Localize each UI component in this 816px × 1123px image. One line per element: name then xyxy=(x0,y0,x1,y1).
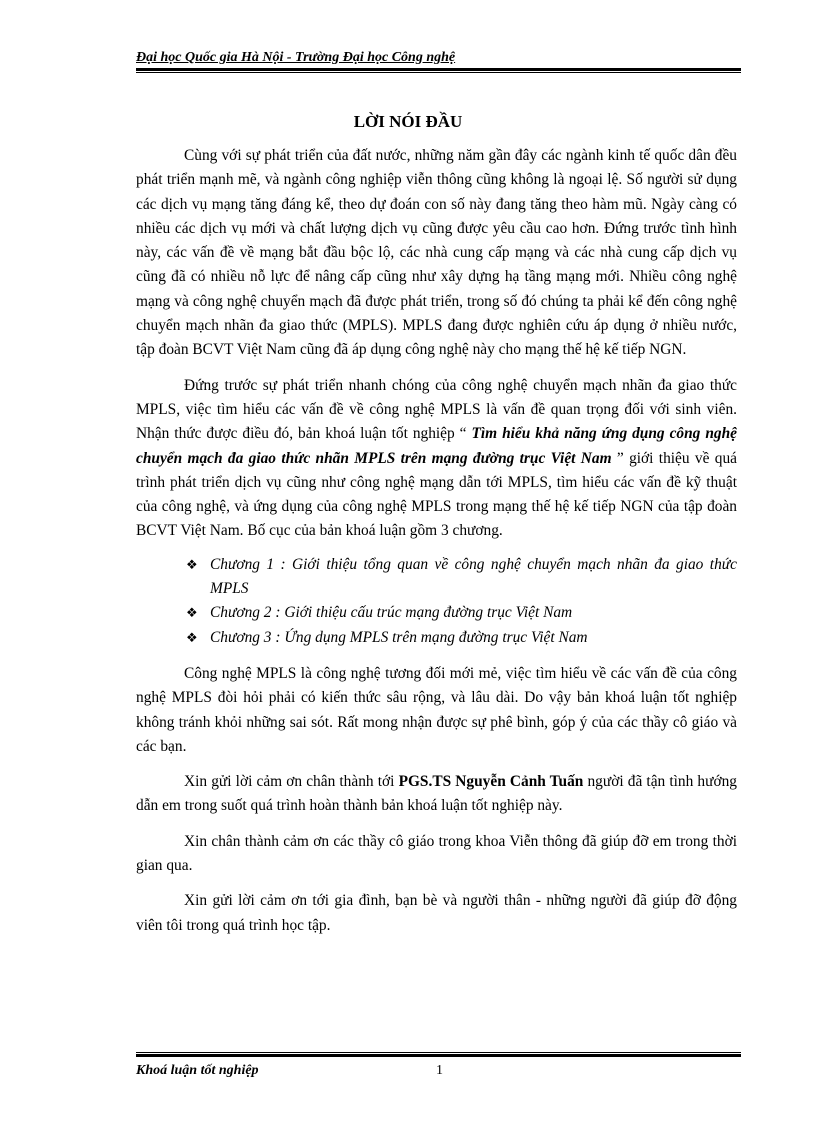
header-rule xyxy=(136,68,741,73)
thanks-advisor-end: người đã tận tình hướng dẫn em trong suốt quá trình hoàn thành bản khoá luận tốt nghiệp này. xyxy=(136,773,737,815)
chapter-item xyxy=(184,601,737,625)
paragraph-thanks-faculty: Xin chân thành cảm ơn các thầy cô giáo trong khoa Viễn thông đã giúp đỡ em trong thời gian qua. xyxy=(136,832,737,875)
footer-label: Khoá luận tốt nghiệp xyxy=(136,1063,259,1078)
advisor-name: PGS.TS Nguyễn Cảnh Tuấn xyxy=(398,773,584,791)
thesis-title: Tìm hiểu khả năng ứng dụng công nghệ chuyển mạch đa giao thức nhãn MPLS trên mạng đường trục Việt Nam xyxy=(136,425,737,467)
chapter-text: Chương 2 : Giới thiệu cấu trúc mạng đường trục Việt Nam xyxy=(210,604,573,622)
diamond-bullet-icon: ❖ xyxy=(186,556,198,572)
paragraph-thesis-end: ” giới thiệu về quá trình phát triển dịch vụ cũng như công nghệ mạng dẫn tới MPLS, tìm hiểu các vấn đề kỹ thuật của công nghệ, và ứng dụng của công nghệ MPLS trong mạng thế hệ kế tiếp NGN của tập đoàn BCVT Việt Nam. Bố cục của bản khoá luận gồm 3 chương. xyxy=(136,449,737,540)
chapter-item xyxy=(184,553,737,602)
paragraph-thesis xyxy=(136,374,737,544)
paragraph-limitations: Công nghệ MPLS là công nghệ tương đối mới mẻ, việc tìm hiểu về các vấn đề của công nghệ MPLS đòi hỏi phải có kiến thức sâu rộng, và lâu dài. Do vậy bản khoá luận tốt nghiệp không tránh khỏi những sai sót. Rất mong nhận được sự phê bình, góp ý của các thầy cô giáo và các bạn. xyxy=(136,664,737,755)
chapter-item xyxy=(184,626,737,650)
paragraph-thanks-family: Xin gửi lời cảm ơn tới gia đình, bạn bè và người thân - những người đã giúp đỡ động viên tôi trong quá trình học tập. xyxy=(136,892,737,934)
paragraph-thesis-start: Đứng trước sự phát triển nhanh chóng của công nghệ chuyển mạch nhãn đa giao thức MPLS, việc tìm hiểu các vấn đề về công nghệ MPLS là vấn đề quan trọng đối với sinh viên. Nhận thức được điều đó, bản khoá luận tốt nghiệp “ xyxy=(136,376,737,443)
diamond-bullet-icon: ❖ xyxy=(186,629,198,645)
chapter-text: Chương 3 : Ứng dụng MPLS trên mạng đường trục Việt Nam xyxy=(210,628,588,646)
footer-rule xyxy=(136,1052,741,1057)
chapter-text: Chương 1 : Giới thiệu tổng quan về công nghệ chuyển mạch nhãn đa giao thức MPLS xyxy=(210,555,737,598)
header-title: Đại học Quốc gia Hà Nội - Trường Đại học Công nghệ xyxy=(136,50,456,65)
page-title: LỜI NÓI ĐẦU xyxy=(353,112,463,131)
thanks-advisor-start: Xin gửi lời cảm ơn chân thành tới xyxy=(184,773,399,791)
paragraph-thanks-advisor xyxy=(136,770,737,819)
page-number: 1 xyxy=(436,1063,443,1078)
page-header xyxy=(136,50,741,73)
chapter-list xyxy=(136,553,737,650)
page-footer xyxy=(136,1052,741,1079)
diamond-bullet-icon: ❖ xyxy=(186,605,198,621)
paragraph-intro: Cùng với sự phát triển của đất nước, những năm gần đây các ngành kinh tế quốc dân đều phát triển mạnh mẽ, và ngành công nghiệp viễn thông cũng không là ngoại lệ. Số người sử dụng các dịch vụ mạng tăng đáng kể, theo dự đoán con số này đang tăng theo hàm mũ. Ngày càng có nhiều các dịch vụ mới và chất lượng dịch vụ cũng được yêu cầu cao hơn. Đứng trước tình hình này, các vấn đề về mạng bắt đầu bộc lộ, các nhà cung cấp mạng và các nhà cung cấp dịch vụ cũng đã có nhiều nỗ lực để nâng cấp cũng như xây dựng hạ tầng mạng mới. Nhiều công nghệ mạng và công nghệ chuyển mạch đã được phát triển, trong số đó chúng ta phải kể đến công nghệ chuyển mạch nhãn đa giao thức (MPLS). MPLS đang được nghiên cứu áp dụng ở nhiều nước, tập đoàn BCVT Việt Nam cũng đã áp dụng công nghệ này cho mạng thế hệ kế tiếp NGN. xyxy=(136,147,737,359)
document-body xyxy=(136,144,737,949)
